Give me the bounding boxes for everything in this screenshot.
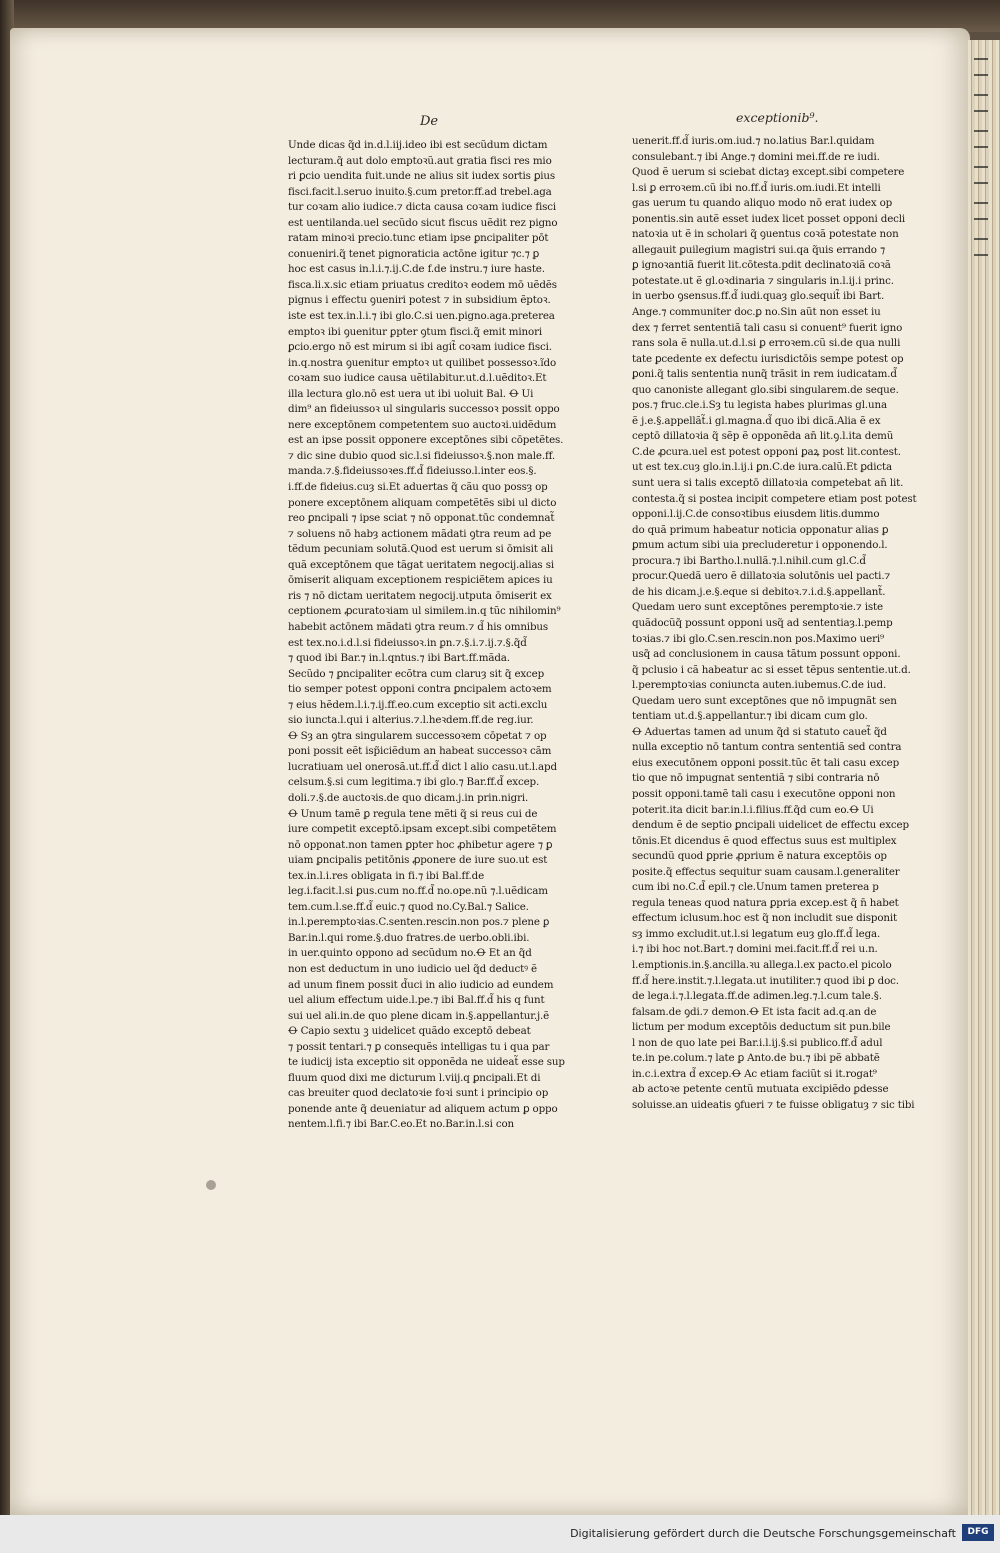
text-line: ⁊ soluens nō habȝ actionem mãdati ꝯtra reum ad pe <box>288 527 552 540</box>
text-line: tate ꝑcedente ex defectu iurisdictōis sempe potest op <box>632 352 904 365</box>
text-line: illa lectura glo.nō est uera ut ibi uoluit Bal. Ꝋ Ui <box>288 387 534 400</box>
text-line: ceptō dillatoꝛia q̃ sẽp ẽ opponẽda an̄ lit.ꝯ.l.ita demũ <box>632 430 894 443</box>
text-line: in.q.nostra ꝯuenitur emptoꝛ ut quilibet possessoꝛ.ĩdo <box>288 356 556 369</box>
text-line: dim⁹ an fideiussoꝛ ul singularis successoꝛ possit oppo <box>288 403 560 416</box>
text-line: te.in pe.colum.⁊ late ꝑ Anto.de bu.⁊ ibi pẽ abbatẽ <box>632 1052 880 1065</box>
text-line: Quod ẽ uerum si sciebat dictaȝ except.sibi competere <box>632 166 905 179</box>
text-line: ponentis.sin autẽ esset iudex licet posset opponi decli <box>632 212 906 225</box>
text-line: eius executōnem opponi possit.tũc ẽt tali casu excep <box>632 756 900 769</box>
text-line: nere exceptōnem competentem suo auctoꝛi.uidẽdum <box>288 418 557 431</box>
text-line: C.de ꝓcura.uel est potest opponi ꝑaꝝ post lit.contest. <box>632 445 901 458</box>
text-line: Quedam uero sunt exceptōnes peremptoꝛie.⁊ iste <box>632 601 883 614</box>
text-line: ponere exceptōnem aliquam competẽtẽs sibi ul dicto <box>288 496 557 509</box>
text-line: iure competit exceptō.ipsam except.sibi competẽtem <box>288 823 557 836</box>
text-line: natoꝛia ut ẽ in scholari q̃ ꝯuentus coꝛã potestate non <box>632 228 899 241</box>
funding-credit: Digitalisierung gefördert durch die Deutsche Forschungsgemeinschaft <box>570 1527 956 1540</box>
text-line: uenerit.ff.d̃ iuris.om.iud.⁊ no.latius Bar.l.quidam <box>632 135 875 147</box>
text-line: iste est tex.in.l.i.⁊ ibi glo.C.si uen.pigno.aga.preterea <box>288 310 555 323</box>
text-line: l.si ꝑ erroꝛem.cũ ibi no.ff.d̃ iuris.om.iudi.Et intelli <box>632 181 881 194</box>
text-line: tex.in.l.i.res obligata in fi.⁊ ibi Bal.ff.de <box>288 869 485 882</box>
text-line: quãdocũq̃ possunt opponi usq̃ ad sententiaȝ.l.pemp <box>632 616 893 629</box>
dfg-logo: DFG <box>962 1524 994 1541</box>
text-line: Unde dicas q̃d in.d.l.iij.ideo ibi est secũdum dictam <box>288 139 548 151</box>
text-line: lictum per modum exceptōis deductum sit pun.bile <box>632 1021 891 1034</box>
text-line: posite.q̃ effectus sequitur suam causam.l.generaliter <box>632 865 900 878</box>
text-line: Ꝋ Capio sextu ꝫ uidelicet quãdo exceptō debeat <box>288 1025 531 1038</box>
text-line: tio semper potest opponi contra ꝑncipalem actoꝛem <box>288 683 552 696</box>
text-line: i.ff.de fideius.cuȝ si.Et aduertas q̃ cãu quo possȝ op <box>288 481 548 494</box>
text-line: in.l.peremptoꝛias.C.senten.rescin.non pos.⁊ plene ꝑ <box>288 916 550 929</box>
text-line: de lega.i.⁊.l.legata.ff.de adimen.leg.⁊.l.cum tale.§. <box>632 990 882 1003</box>
text-line: procur.Quedã uero ẽ dillatoꝛia solutōnis uel pacti.⁊ <box>632 570 891 583</box>
text-line: emptoꝛ ibi ꝯuenitur ꝑpter ꝯtum fisci.q̃ emit minori <box>288 325 543 338</box>
text-line: tōnis.Et dicendus ẽ quod effectus suus est multiplex <box>632 834 897 847</box>
text-line: ꝑoni.q̃ talis sententia nunq̃ trãsit in rem iudicatam.d̃ <box>632 368 897 381</box>
text-line: opponi.l.ij.C.de consoꝛtibus eiusdem litis.dummo <box>632 508 880 521</box>
text-line: ri ꝑcio uendita fuit.unde ne alius sit iudex sortis ꝑius <box>288 170 556 183</box>
book-page <box>10 28 970 1515</box>
text-line: nentem.l.fi.⁊ ibi Bar.C.eo.Et no.Bar.in.l.si con <box>288 1118 514 1131</box>
text-line: est an ipse possit opponere exceptōnes sibi cōpetẽtes. <box>288 434 564 447</box>
text-line: potestate.ut ẽ gl.oꝛdinaria ⁊ singularis in.l.ij.i princ. <box>632 274 894 287</box>
text-line: ab actoꝛe petente centũ mutuata excipiẽdo ꝑdesse <box>632 1083 889 1096</box>
text-line: ⁊ dic sine dubio quod sic.l.si fideiussoꝛ.§.non male.ff. <box>288 449 556 462</box>
text-line: de his dicam.j.e.§.eque si debitoꝛ.⁊.i.d.§.appellant̃. <box>632 585 886 598</box>
text-line: quo canoniste allegant glo.sibi singularem.de seque. <box>632 383 899 396</box>
text-line: rans sola ẽ nulla.ut.d.l.si ꝑ erroꝛem.cũ si.de qua nulli <box>632 337 901 350</box>
text-line: ponende ante q̃ deueniatur ad aliquem actum ꝑ oppo <box>288 1102 558 1115</box>
text-line: reo ꝑncipali ⁊ ipse sciat ⁊ nō opponat.tūc condemnat̃ <box>288 512 555 525</box>
text-line: manda.⁊.§.fideiussoꝛes.ff.d̃ fideiusso.l.inter eos.§. <box>288 465 537 478</box>
text-line: contesta.q̃ si postea incipit competere etiam post potest <box>632 492 917 505</box>
page-edge-stack <box>968 40 1000 1515</box>
text-line: pos.⁊ fruc.cle.i.Sȝ tu legista habes plurimas gl.una <box>632 399 887 412</box>
text-line: secundũ quod ꝑprie ꝓprium ẽ natura exceptōis op <box>632 850 887 863</box>
text-line: sio iuncta.l.qui i alterius.⁊.l.heꝛdem.ff.de reg.iur. <box>288 714 534 727</box>
text-line: nō opponat.non tamen ꝑpter hoc ꝓhibetur agere ⁊ ꝑ <box>288 838 553 851</box>
text-line: tẽdum pecuniam solutã.Quod est uerum si ōmisit ali <box>288 543 554 556</box>
text-line: do quã primum habeatur noticia opponatur alias ꝑ <box>632 523 889 536</box>
text-line: ⁊ possit tentari.⁊ ꝑ consequẽs intelligas tu i qua par <box>288 1040 550 1053</box>
text-line: non est deductum in uno iudicio uel q̃d deductꝰ ẽ <box>288 962 537 975</box>
text-line: tio que nō impugnat sententiã ⁊ sibi contraria nō <box>632 772 880 785</box>
text-line: toꝛias.⁊ ibi glo.C.sen.rescin.non pos.Maximo ueri⁹ <box>632 632 884 645</box>
text-line: celsum.§.si cum legitima.⁊ ibi glo.⁊ Bar.ff.d̃ excep. <box>288 776 540 789</box>
text-line: conueniri.q̃ tenet pignoraticia actōne igitur ⁊c.⁊ ꝑ <box>288 247 540 260</box>
text-line: l non de quo late pei Bar.i.l.ij.§.si publico.ff.d̃ adul <box>632 1036 883 1049</box>
text-line: in.c.i.extra d̃ excep.Ꝋ Ac etiam faciũt si it.rogat⁹ <box>632 1067 877 1080</box>
text-line: sunt uera si talis exceptō dillatoꝛia competebat an̄ lit. <box>632 477 904 490</box>
text-line: sȝ immo excludit.ut.l.si legatum euȝ glo.ff.d̃ lega. <box>632 927 881 940</box>
text-line: l.emptionis.in.§.ancilla.ꝛu allega.l.ex pacto.el picolo <box>632 958 892 971</box>
text-line: consulebant.⁊ ibi Ange.⁊ domini mei.ff.de re iudi. <box>632 150 880 163</box>
footer-bar <box>0 1515 1000 1553</box>
text-line: cum ibi no.C.d̃ epil.⁊ cle.Unum tamen preterea p <box>632 881 879 894</box>
text-line: te iudicij ista exceptio sit opponẽda ne uideat̃ esse sup <box>288 1056 565 1069</box>
text-line: tur coꝛam alio iudice.⁊ dicta causa coꝛam iudice fisci <box>288 201 557 214</box>
text-line: nulla exceptio nō tantum contra sententiã sed contra <box>632 741 902 754</box>
text-line: Ꝋ Sȝ an ꝯtra singularem successoꝛem cōpetat ⁊ op <box>288 729 547 742</box>
text-line: coꝛam suo iudice causa uẽtilabitur.ut.d.l.uẽditoꝛ.Et <box>288 372 547 385</box>
text-line: l.peremptoꝛias coniuncta auten.iubemus.C.de iud. <box>632 679 887 692</box>
text-line: ad unum finem possit d̃uci in alio iudicio ad eundem <box>288 978 554 991</box>
text-line: Quedam uero sunt exceptōnes que nō impugnãt sen <box>632 694 897 707</box>
text-line: poterit.ita dicit bar.in.l.i.filius.ff.q̃d cum eo.Ꝋ Ui <box>632 803 874 816</box>
text-line: est tex.no.i.d.l.si fideiussoꝛ.in ꝑn.⁊.§.i.⁊.ij.⁊.§.q̃d̃ <box>288 636 527 649</box>
text-line: Ꝋ Unum tamẽ ꝑ regula tene mẽti q̃ si reus cui de <box>288 807 538 820</box>
text-line: ratam minoꝛi precio.tunc etiam ipse ꝑncipaliter pōt <box>288 232 549 245</box>
text-line: Secũdo ⁊ ꝑncipaliter ecõtra cum claruȝ sit q̃ excep <box>288 667 545 680</box>
text-line: ẽ j.e.§.appellãt̃.i gl.magna.d̃ quo ibi dicã.Alia ẽ ex <box>632 414 881 427</box>
text-line: procura.⁊ ibi Bartho.l.nullã.⁊.l.nihil.cum gl.C.d̃ <box>632 554 866 567</box>
text-line: Bar.in.l.qui rome.§.duo fratres.de uerbo.obli.ibi. <box>288 931 530 944</box>
text-line: est uentilanda.uel secũdo sicut fiscus uẽdit rez pigno <box>288 216 558 229</box>
text-line: pignus i effectu ꝯueniri potest ⁊ in subsidium ẽptoꝛ. <box>288 294 551 307</box>
text-line: in uer.quinto oppono ad secũdum no.Ꝋ Et an q̃d <box>288 947 532 960</box>
text-line: uel alium effectum uide.l.pe.⁊ ibi Bal.ff.d̃ his q funt <box>288 994 545 1007</box>
text-line: falsam.de ꝯdi.⁊ demon.Ꝋ Et ista facit ad.q.an de <box>632 1005 877 1018</box>
ink-smudge <box>206 1180 216 1190</box>
text-line: ōmiserit aliquam exceptionem respiciẽtem apices iu <box>288 574 553 587</box>
text-line: hoc est casus in.l.i.⁊.ij.C.de f.de instru.⁊ iure haste. <box>288 263 545 276</box>
text-line: lucratiuam uel onerosã.ut.ff.d̃ dict l alio casu.ut.l.apd <box>288 760 557 773</box>
text-line: tentiam ut.d.§.appellantur.⁊ ibi dicam cum glo. <box>632 710 868 723</box>
text-line: uiam ꝑncipalis petitōnis ꝓponere de iure suo.ut est <box>288 854 548 867</box>
text-line: in uerbo ꝯsensus.ff.d̃ iudi.quaȝ glo.sequit̃ ibi Bart. <box>632 290 885 303</box>
text-line: fluum quod dixi me dicturum l.viij.q ꝑncipali.Et di <box>288 1071 541 1084</box>
text-line: allegauit ꝑuilegium magistri sui.qa q̃uis errando ⁊ <box>632 243 885 256</box>
text-line: doli.⁊.§.de auctoꝛis.de quo dicam.j.in prin.nigri. <box>288 791 529 804</box>
text-line: lecturam.q̃ aut dolo emptoꝛũ.aut gratia fisci res mio <box>288 154 552 167</box>
text-line: ff.d̃ here.instit.⁊.l.legata.ut inutiliter.⁊ quod ibi ꝑ doc. <box>632 974 899 987</box>
text-column-right <box>632 134 932 1113</box>
text-line: regula teneas quod natura ꝑpria excep.est q̃ n̄ habet <box>632 896 899 909</box>
text-line: dendum ẽ de septio ꝑncipali uidelicet de effectu excep <box>632 819 909 832</box>
text-line: fisci.facit.l.seruo inuito.§.cum pretor.ff.ad trebel.aga <box>288 185 552 198</box>
text-line: leg.i.facit.l.si ꝑus.cum no.ff.d̃ no.ope.nũ ⁊.l.uẽdicam <box>288 885 548 898</box>
text-line: cas breuiter quod declatoꝛie foꝛi sunt i principio op <box>288 1087 549 1100</box>
text-column-left <box>288 138 584 1133</box>
text-line: dex ⁊ ferret sententiã tali casu si conuent⁹ fuerit igno <box>632 321 903 334</box>
text-line: sui uel ali.in.de quo plene dicam in.§.appellantur.j.ẽ <box>288 1009 550 1022</box>
text-line: poni possit eẽt isp̃iciẽdum an habeat successoꝛ cãm <box>288 745 552 758</box>
text-line: usq̃ ad conclusionem in causa tãtum possunt opponi. <box>632 648 901 661</box>
text-line: ris ⁊ nō dictam ueritatem negocij.utputa ōmiserit ex <box>288 589 552 602</box>
text-line: i.⁊ ibi hoc not.Bart.⁊ domini mei.facit.ff.d̃ rei u.n. <box>632 943 878 956</box>
text-line: possit opponi.tamẽ tali casu i executōne opponi non <box>632 787 896 800</box>
text-line: ⁊ eius hẽdem.l.i.⁊.ij.ff.eo.cum exceptio sit acti.exclu <box>288 698 548 711</box>
text-line: ꝑmum actum sibi uia precluderetur i opponendo.l. <box>632 539 888 552</box>
text-line: soluisse.an uideatis ꝯfueri ⁊ te fuisse obligatuȝ ⁊ sic tibi <box>632 1098 915 1111</box>
text-line: gas uerum tu quando aliquo modo nō erat iudex op <box>632 197 893 210</box>
running-head-left: De <box>420 114 439 129</box>
text-line: Ange.⁊ communiter doc.ꝑ no.Sin aũt non esset iu <box>632 306 881 319</box>
text-line: ceptionem ꝓcuratoꝛiam ul similem.in.q tũc nihilomin⁹ <box>288 605 561 618</box>
text-line: ꝑ ignoꝛantiã fuerit lit.cōtesta.pdit declinatoꝛiã coꝛã <box>632 259 891 272</box>
text-line: quã exceptōnem que tãgat ueritatem negocij.alias si <box>288 558 554 571</box>
text-line: ut est tex.cuȝ glo.in.l.ij.i ꝑn.C.de iura.calũ.Et ꝑdicta <box>632 461 892 474</box>
text-line: ⁊ quod ibi Bar.⁊ in.l.qntus.⁊ ibi Bart.ff.mãda. <box>288 652 510 665</box>
text-line: fisca.li.x.sic etiam priuatus creditoꝛ eodem mō uẽdẽs <box>288 278 557 291</box>
text-line: tem.cum.l.se.ff.d̃ euic.⁊ quod no.Cy.Bal.⁊ Salice. <box>288 900 529 913</box>
text-line: ꝑcio.ergo nō est mirum si ibi agit̃ coꝛam iudice fisci. <box>288 341 552 354</box>
text-line: effectum iclusum.hoc est q̃ non includit sue disponit <box>632 912 897 925</box>
text-line: q̃ pclusio i cã habeatur ac si esset tẽpus sententie.ut.d. <box>632 663 911 676</box>
text-line: habebit actōnem mãdati ꝯtra reum.⁊ d̃ his omnibus <box>288 620 548 633</box>
text-line: Ꝋ Aduertas tamen ad unum q̃d si statuto cauet̃ q̃d <box>632 725 887 738</box>
running-head-right: exceptionib⁹. <box>736 110 819 125</box>
